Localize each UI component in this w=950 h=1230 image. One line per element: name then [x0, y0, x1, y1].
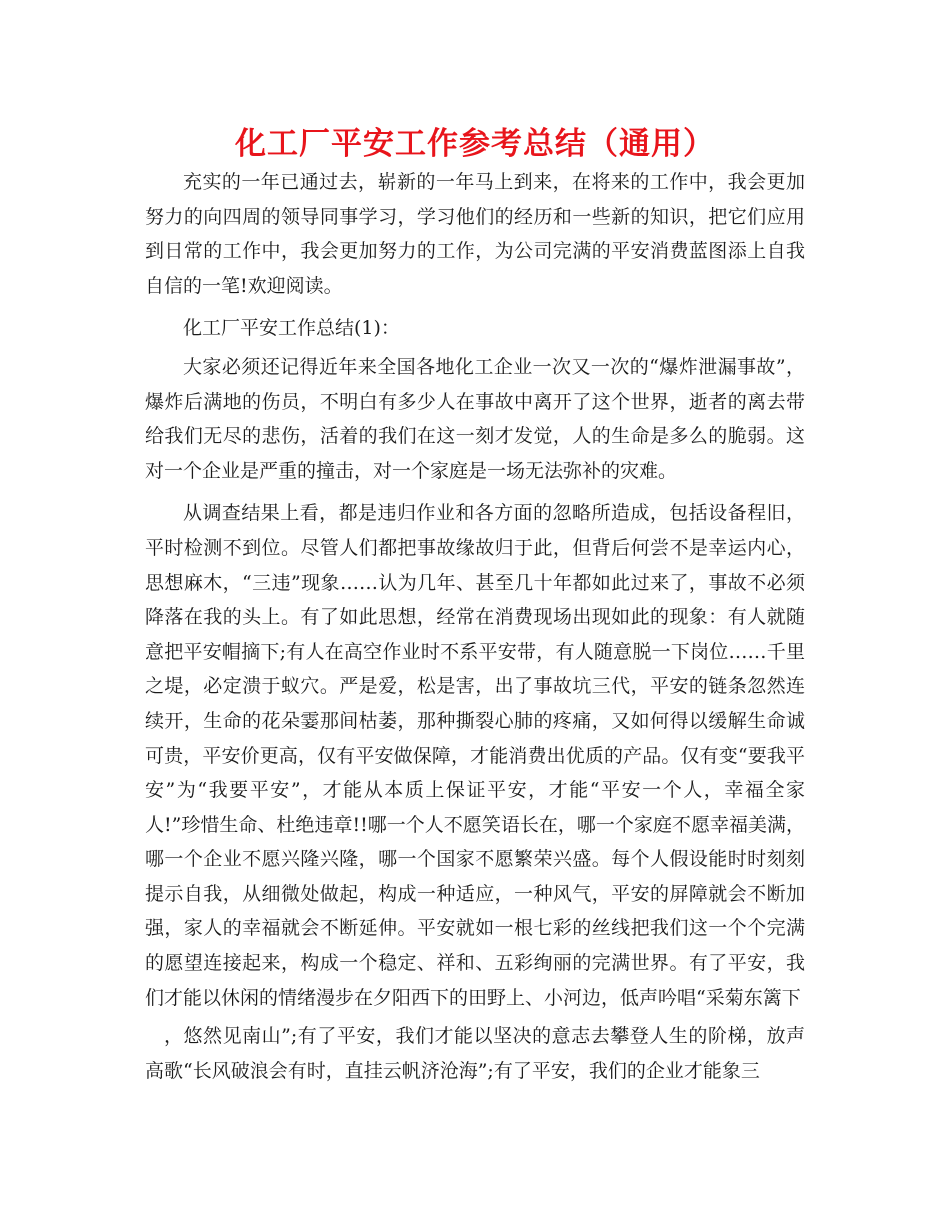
body-paragraph-1: 大家必须还记得近年来全国各地化工企业一次又一次的“爆炸泄漏事故”，爆炸后满地的伤员，不明白有多少人在事故中离开了这个世界，逝者的离去带给我们无尽的悲伤，活着的我们在这一刻才发觉，人的生命是多么的脆弱。这对一个企业是严重的撞击，对一个家庭是一场无法弥补的灾难。 — [145, 355, 805, 482]
intro-paragraph: 充实的一年已通过去，崭新的一年马上到来，在将来的工作中，我会更加努力的向四周的领导同事学习，学习他们的经历和一些新的知识，把它们应用到日常的工作中，我会更加努力的工作，为公司完满的平安消费蓝图添上自我自信的一笔!欢迎阅读。 — [145, 171, 805, 297]
body-paragraph-2: 从调查结果上看，都是违归作业和各方面的忽略所造成，包括设备程旧，平时检测不到位。尽管人们都把事故缘故归于此，但背后何尝不是幸运内心，思想麻木，“三违”现象……认为几年、甚至几十年都如此过来了，事故不必须降落在我的头上。有了如此思想，经常在消费现场出现如此的现象：有人就随意把平安帽摘下;有人在高空作业时不系平安带，有人随意脱一下岗位……千里之堤，必定溃于蚁穴。严是爱，松是害，出了事故坑三代，平安的链条忽然连续开，生命的花朵霎那间枯萎，那种撕裂心肺的疼痛，又如何得以缓解生命诚可贵，平安价更高，仅有平安做保障，才能消费出优质的产品。仅有变“要我平安”为“我要平安”，才能从本质上保证平安，才能“平安一个人，幸福全家人!”珍惜生命、杜绝违章!!哪一个人不愿笑语长在，哪一个家庭不愿幸福美满，哪一个企业不愿兴隆兴隆，哪一个国家不愿繁荣兴盛。每个人假设能时时刻刻提示自我，从细微处做起，构成一种适应，一种风气，平安的屏障就会不断加强，家人的幸福就会不断延伸。平安就如一根七彩的丝线把我们这一个个完满的愿望连接起来，构成一个稳定、祥和、五彩绚丽的完满世界。有了平安，我们才能以休闲的情绪漫步在夕阳西下的田野上、小河边，低声吟唱“采菊东篱下 — [145, 502, 805, 1009]
document-body — [145, 165, 805, 1088]
body-paragraph-3: ，悠然见南山”;有了平安，我们才能以坚决的意志去攀登人生的阶梯，放声高歌“长风破浪会有时，直挂云帆济沧海”;有了平安，我们的企业才能象三 — [145, 1025, 805, 1082]
document-title: 化工厂平安工作参考总结（通用） — [235, 126, 715, 162]
section-heading: 化工厂平安工作总结(1)： — [183, 317, 400, 340]
